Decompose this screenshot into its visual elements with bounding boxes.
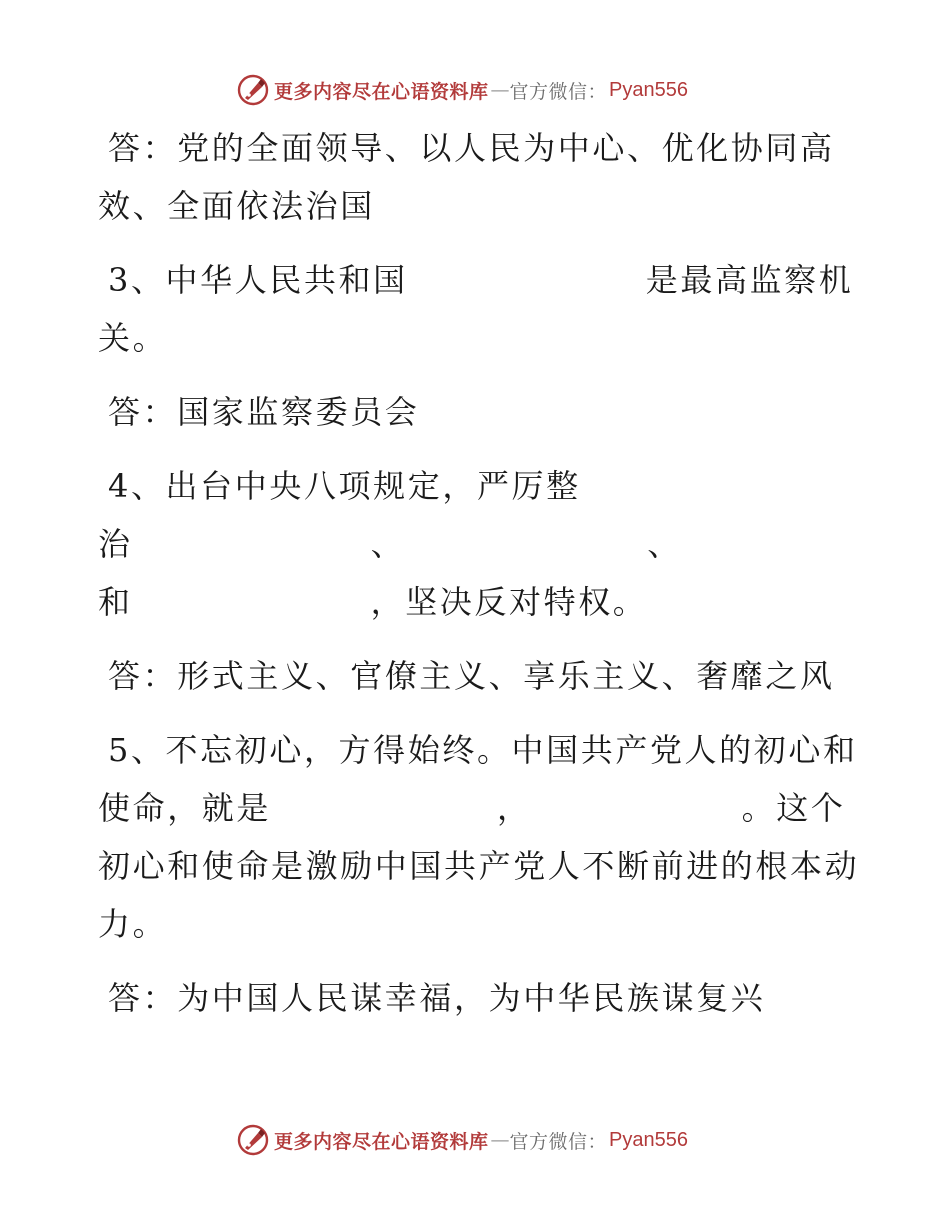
footer-wechat-label: 官方微信：: [509, 1130, 608, 1153]
q5-line2-sep: ，: [497, 789, 532, 827]
q5-question-line4: 力。: [98, 905, 168, 943]
q3-question-line2: 关。: [98, 319, 168, 357]
header-dash: —: [490, 79, 508, 101]
q2-answer-line1: 答：党的全面领导、以人民为中心、优化协同高: [108, 129, 835, 167]
header-wechat-label: 官方微信：: [509, 80, 608, 103]
q3-prefix: 3、中华人民共和国: [108, 261, 408, 299]
q4-line3-start: 和: [98, 583, 133, 621]
q4-question-line1: 4、出台中央八项规定，严厉整: [108, 467, 581, 505]
q5-line2-start: 使命，就是: [98, 789, 272, 827]
footer-brand-text: 更多内容尽在心语资料库: [274, 1130, 489, 1153]
footer-banner: [236, 1122, 688, 1158]
q4-line2-sep1: 、: [370, 525, 406, 563]
q5-question-line3: 初心和使命是激励中国共产党人不断前进的根本动: [98, 847, 860, 885]
q3-answer: 答：国家监察委员会: [108, 393, 420, 431]
q4-question-line2: [98, 524, 682, 564]
q5-question-line2: [98, 788, 845, 828]
q2-answer-line2: 效、全面依法治国: [98, 187, 375, 225]
header-banner: [236, 72, 688, 108]
footer-dash: —: [490, 1129, 508, 1151]
q4-line2-sep2: 、: [647, 525, 682, 563]
header-brand-text: 更多内容尽在心语资料库: [274, 80, 489, 103]
q5-line2-end: 。这个: [741, 789, 846, 827]
q3-suffix: 是最高监察机: [645, 261, 854, 299]
pen-nib-logo-icon: [236, 1123, 270, 1157]
pen-nib-logo-icon: [236, 73, 270, 107]
q5-question-line1: 5、不忘初心，方得始终。中国共产党人的初心和: [108, 731, 858, 769]
q4-question-line3: [98, 582, 647, 622]
q4-line2-start: 治: [98, 525, 133, 563]
q3-question-line1: [108, 260, 853, 300]
header-wechat-id: Pyan556: [609, 78, 688, 101]
q4-answer: 答：形式主义、官僚主义、享乐主义、奢靡之风: [108, 657, 835, 695]
footer-wechat-id: Pyan556: [609, 1128, 688, 1151]
q5-answer: 答：为中国人民谋幸福，为中华民族谋复兴: [108, 979, 766, 1017]
q4-line3-end: ，坚决反对特权。: [370, 583, 648, 621]
